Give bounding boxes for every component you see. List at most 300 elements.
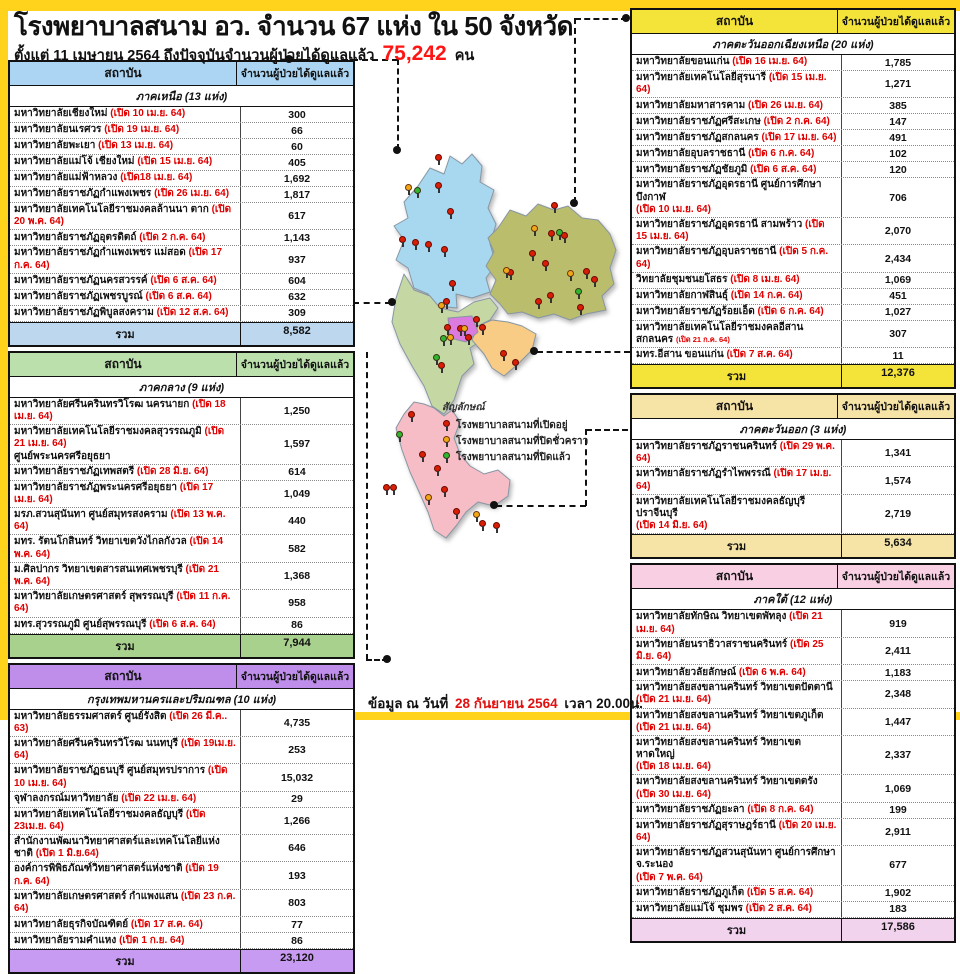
patient-count: 440 bbox=[240, 508, 353, 534]
connector-dot bbox=[490, 501, 498, 509]
red-pin-icon bbox=[590, 276, 599, 288]
table-row bbox=[632, 709, 954, 736]
table-total-row bbox=[632, 918, 954, 941]
institution-name: มหาวิทยาลัยราชภัฏราชนครินทร์ (เปิด 29 พ.ค. 64) bbox=[636, 441, 835, 465]
institution-name: มหาวิทยาลัยราชภัฏศรีสะเกษ (เปิด 2 ก.ค. 64) bbox=[636, 115, 830, 127]
red-pin-icon bbox=[411, 239, 420, 251]
institution-name: มหาวิทยาลัยราชภัฏอุดรธานี ศูนย์การศึกษาบึงกาฬ (เปิด 10 เม.ย. 64) bbox=[632, 178, 841, 217]
patient-count: 614 bbox=[240, 465, 353, 480]
patient-count: 1,069 bbox=[841, 273, 954, 288]
patient-count: 646 bbox=[240, 835, 353, 861]
open-date: (เปิด 7 ส.ค. 64) bbox=[726, 349, 793, 361]
institution-name: ม.ศิลปากร วิทยาเขตสารสนเทศเพชรบุรี (เปิด 21 พ.ค. 64) bbox=[14, 563, 219, 587]
open-date: (เปิด 21 พ.ค. 64) bbox=[14, 563, 219, 587]
institution-name: มหาวิทยาลัยสงขลานครินทร์ วิทยาเขตภูเก็ต (เปิด 21 เม.ย. 64) bbox=[632, 709, 841, 735]
thailand-map-svg bbox=[358, 68, 630, 680]
table-row bbox=[632, 902, 954, 918]
red-pin-icon bbox=[446, 208, 455, 220]
patient-count: 29 bbox=[240, 792, 353, 807]
title-block bbox=[14, 13, 614, 67]
open-date: (เปิด 2 ก.ค. 64) bbox=[139, 231, 206, 243]
patient-count: 2,719 bbox=[841, 495, 954, 534]
open-date: (เปิด 6 พ.ค. 64) bbox=[738, 666, 806, 678]
table-row bbox=[10, 764, 353, 791]
table-row bbox=[10, 306, 353, 322]
table-row bbox=[10, 155, 353, 171]
red-pin-icon bbox=[546, 292, 555, 304]
institution-name: มหาวิทยาลัยราชภัฏกำแพงเพชร (เปิด 26 เม.ย. 64) bbox=[14, 188, 230, 200]
institution-name: มหาวิทยาลัยราชภัฏเพชรบูรณ์ (เปิด 6 ส.ค. 64) bbox=[14, 291, 212, 303]
table-bangkok bbox=[8, 663, 355, 974]
patient-count: 706 bbox=[841, 178, 954, 217]
patient-count: 1,817 bbox=[240, 187, 353, 202]
green-pin-icon bbox=[442, 452, 451, 464]
institution-name: มหาวิทยาลัยมหาสารคาม (เปิด 26 เม.ย. 64) bbox=[636, 99, 823, 111]
institution-name: มทร. รัตนโกสินทร์ วิทยาเขตวังไกลกังวล (เปิด 14 พ.ค. 64) bbox=[14, 536, 224, 560]
patient-count: 102 bbox=[841, 146, 954, 161]
connector-line bbox=[537, 351, 630, 353]
thailand-map bbox=[358, 68, 630, 680]
open-date: (เปิด 20 เม.ย. 64) bbox=[636, 819, 837, 843]
table-row bbox=[10, 203, 353, 230]
patient-count: 309 bbox=[240, 306, 353, 321]
table-row bbox=[10, 590, 353, 617]
table-row bbox=[10, 246, 353, 273]
red-pin-icon bbox=[452, 508, 461, 520]
table-row bbox=[10, 835, 353, 862]
open-date: (เปิด 22 เม.ย. 64) bbox=[121, 793, 197, 805]
connector-dot bbox=[383, 655, 391, 663]
table-row bbox=[632, 681, 954, 708]
open-date: (เปิด 17 เม.ย. 64) bbox=[14, 481, 214, 505]
table-row bbox=[10, 230, 353, 246]
open-date: (เปิด18 เม.ย. 64) bbox=[120, 172, 193, 184]
patient-count: 1,597 bbox=[240, 425, 353, 464]
table-row bbox=[10, 808, 353, 835]
column-header-count: จำนวนผู้ป่วยได้ดูแลแล้ว bbox=[236, 665, 353, 688]
table-row bbox=[632, 218, 954, 245]
open-date: (เปิด 6 ก.ค. 64) bbox=[748, 147, 815, 159]
orange-pin-icon bbox=[530, 225, 539, 237]
institution-name: มหาวิทยาลัยธุรกิจบัณฑิตย์ (เปิด 17 ส.ค. 64) bbox=[14, 918, 203, 930]
region-section-label: ภาคเหนือ (13 แห่ง) bbox=[10, 86, 353, 107]
green-pin-icon bbox=[555, 229, 564, 241]
page-subtitle bbox=[14, 42, 614, 67]
table-central bbox=[8, 351, 355, 659]
table-row bbox=[632, 55, 954, 71]
patient-count: 11 bbox=[841, 348, 954, 363]
open-date: (เปิด 16 เม.ย. 64) bbox=[732, 56, 808, 68]
open-date: (เปิด 5 ส.ค. 64) bbox=[746, 887, 814, 899]
orange-pin-icon bbox=[437, 302, 446, 314]
patient-count: 2,434 bbox=[841, 245, 954, 271]
open-date: (เปิด 11 ก.ค. 64) bbox=[14, 591, 231, 615]
institution-name: มหาวิทยาลัยแม่ฟ้าหลวง (เปิด18 เม.ย. 64) bbox=[14, 172, 193, 184]
open-date: (เปิด 7 พ.ค. 64) bbox=[636, 871, 703, 883]
table-row bbox=[632, 803, 954, 819]
table-row bbox=[632, 71, 954, 98]
institution-name: มหาวิทยาลัยราชภัฏยะลา (เปิด 8 ก.ค. 64) bbox=[636, 804, 814, 816]
patient-count: 2,411 bbox=[841, 638, 954, 664]
institution-name: องค์การพิพิธภัณฑ์วิทยาศาสตร์แห่งชาติ (เปิด 19 ก.ค. 64) bbox=[14, 863, 219, 887]
legend-label: โรงพยาบาลสนามที่ปิดชั่วคราว bbox=[456, 436, 589, 447]
open-date: (เปิด 26 มี.ค.. 63) bbox=[14, 710, 228, 734]
open-date: (เปิด 21 เม.ย. 64) bbox=[636, 721, 711, 733]
red-pin-icon bbox=[418, 451, 427, 463]
institution-name: มหาวิทยาลัยวลัยลักษณ์ (เปิด 6 พ.ค. 64) bbox=[636, 666, 806, 678]
table-row bbox=[10, 890, 353, 917]
open-date: (เปิด 15 เม.ย. 64) bbox=[137, 156, 213, 168]
footer-prefix: ข้อมูล ณ วันที่ bbox=[368, 696, 449, 711]
table-row bbox=[10, 917, 353, 933]
patient-count: 1,183 bbox=[841, 665, 954, 680]
open-date: (เปิด 6 ส.ค. 64) bbox=[149, 618, 216, 630]
open-date: (เปิด 19 ก.ค. 64) bbox=[14, 863, 219, 887]
green-pin-icon bbox=[413, 187, 422, 199]
table-row bbox=[10, 862, 353, 889]
institution-name: มหาวิทยาลัยราชภัฏชัยภูมิ (เปิด 6 ส.ค. 64) bbox=[636, 163, 817, 175]
table-row bbox=[632, 495, 954, 535]
open-date: (เปิด 13 เม.ย. 64) bbox=[98, 140, 174, 152]
patient-count: 937 bbox=[240, 246, 353, 272]
open-date: (เปิด 6 ส.ค. 64) bbox=[145, 291, 212, 303]
table-row bbox=[632, 819, 954, 846]
column-header-institution: สถาบัน bbox=[104, 66, 142, 80]
table-south bbox=[630, 563, 956, 942]
institution-name: มหาวิทยาลัยราชภัฏอุดรธานี สามพร้าว (เปิด 15 เม.ย. 64) bbox=[636, 218, 825, 243]
institution-name: วิทยาลัยชุมชนยโสธร (เปิด 8 เม.ย. 64) bbox=[636, 274, 800, 286]
table-east bbox=[630, 393, 956, 559]
open-date: (เปิด 23 ก.ค. 64) bbox=[14, 890, 236, 914]
open-date: (เปิด 17 เม.ย. 64) bbox=[761, 131, 837, 143]
institution-name: มรภ.สวนสุนันทา ศูนย์สมุทรสงคราม (เปิด 13 พ.ค. 64) bbox=[14, 509, 226, 533]
institution-name: มหาวิทยาลัยเชียงใหม่ (เปิด 10 เม.ย. 64) bbox=[14, 108, 186, 120]
open-date: (เปิด 1 ก.ย. 64) bbox=[119, 934, 185, 946]
institution-name: มหาวิทยาลัยทักษิณ วิทยาเขตพัทลุง (เปิด 21 เม.ย. 64) bbox=[636, 611, 823, 635]
institution-name: มหาวิทยาลัยราชภัฏรำไพพรรณี (เปิด 17 เม.ย. 64) bbox=[636, 468, 832, 492]
table-row bbox=[10, 123, 353, 139]
table-row bbox=[10, 508, 353, 535]
subtitle-suffix: คน bbox=[454, 48, 475, 65]
open-date: (เปิด 8 ก.ค. 64) bbox=[747, 804, 814, 816]
open-date: (เปิด 17 ส.ค. 64) bbox=[130, 918, 203, 930]
institution-name: มหาวิทยาลัยราชภัฏเทพสตรี (เปิด 28 มิ.ย. 64) bbox=[14, 466, 209, 478]
map-legend bbox=[442, 400, 622, 466]
patient-count: 4,735 bbox=[240, 710, 353, 736]
patient-count: 300 bbox=[240, 107, 353, 122]
table-total-row bbox=[10, 949, 353, 972]
open-date: (เปิด 6 ส.ค. 64) bbox=[150, 275, 217, 287]
institution-name: มทร.สุวรรณภูมิ ศูนย์สุพรรณบุรี (เปิด 6 ส.ค. 64) bbox=[14, 618, 216, 630]
total-label: รวม bbox=[115, 328, 135, 341]
region-section-label: กรุงเทพมหานครและปริมณฑล (10 แห่ง) bbox=[10, 689, 353, 710]
institution-name: มหาวิทยาลัยราชภัฏพิบูลสงคราม (เปิด 12 ส.ค. 64) bbox=[14, 307, 229, 319]
column-header-count: จำนวนผู้ป่วยได้ดูแลแล้ว bbox=[837, 10, 954, 33]
institution-name: มหาวิทยาลัยราชภัฏนครสวรรค์ (เปิด 6 ส.ค. 64) bbox=[14, 275, 217, 287]
patient-count: 632 bbox=[240, 290, 353, 305]
patient-count: 253 bbox=[240, 737, 353, 763]
patient-count: 1,271 bbox=[841, 71, 954, 97]
institution-name: มหาวิทยาลัยราชภัฏร้อยเอ็ด (เปิด 6 ก.ค. 64) bbox=[636, 306, 824, 318]
total-value: 12,376 bbox=[841, 365, 954, 387]
open-date: (เปิด 30 เม.ย. 64) bbox=[636, 788, 711, 800]
table-header bbox=[632, 10, 954, 34]
patient-count: 2,337 bbox=[841, 736, 954, 775]
institution-name: มหาวิทยาลัยพะเยา (เปิด 13 เม.ย. 64) bbox=[14, 140, 174, 152]
institution-name: มหาวิทยาลัยราชภัฏอุบลราชธานี (เปิด 5 ก.ค. 64) bbox=[636, 246, 829, 270]
red-pin-icon bbox=[499, 350, 508, 362]
orange-pin-icon bbox=[424, 494, 433, 506]
total-value: 17,586 bbox=[841, 919, 954, 941]
patient-count: 120 bbox=[841, 162, 954, 177]
table-row bbox=[632, 610, 954, 637]
red-pin-icon bbox=[389, 484, 398, 496]
institution-name: มหาวิทยาลัยราชภัฏภูเก็ต (เปิด 5 ส.ค. 64) bbox=[636, 887, 814, 899]
table-row bbox=[632, 178, 954, 218]
institution-name: มหาวิทยาลัยเทคโนโลยีราชมงคลล้านนา ตาก (เปิด 20 พ.ค. 64) bbox=[14, 204, 232, 228]
open-date: (เปิด 19เม.ย. 64) bbox=[14, 737, 236, 762]
patient-count: 405 bbox=[240, 155, 353, 170]
patient-count: 2,348 bbox=[841, 681, 954, 707]
institution-name: มหาวิทยาลัยราชภัฏสวนสุนันทา ศูนย์การศึกษา จ.ระนอง (เปิด 7 พ.ค. 64) bbox=[636, 847, 836, 883]
patient-count: 60 bbox=[240, 139, 353, 154]
table-row bbox=[10, 481, 353, 508]
patient-count: 307 bbox=[841, 321, 954, 347]
table-row bbox=[632, 289, 954, 305]
table-header bbox=[10, 353, 353, 377]
footer-suffix: เวลา 20.00น. bbox=[564, 696, 643, 711]
open-date: (เปิด 19 เม.ย. 64) bbox=[104, 124, 180, 136]
total-label: รวม bbox=[115, 956, 135, 969]
open-date: (เปิด 15 เม.ย. 64) bbox=[636, 218, 825, 243]
table-row bbox=[632, 273, 954, 289]
institution-name: มหาวิทยาลัยราชภัฏสกลนคร (เปิด 17 เม.ย. 64) bbox=[636, 131, 837, 143]
legend-title: สัญลักษณ์ bbox=[442, 402, 485, 413]
table-row bbox=[10, 274, 353, 290]
column-header-count: จำนวนผู้ป่วยได้ดูแลแล้ว bbox=[837, 565, 954, 588]
red-pin-icon bbox=[407, 411, 416, 423]
orange-pin-icon bbox=[442, 436, 451, 448]
subtitle-prefix: ตั้งแต่ 11 เมษายน 2564 ถึงปัจจุบันจำนวนผู้ป่วยได้ดูแลแล้ว bbox=[14, 48, 375, 65]
red-pin-icon bbox=[448, 280, 457, 292]
page-title: โรงพยาบาลสนาม อว. จำนวน 67 แห่ง ใน 50 จังหวัด bbox=[14, 11, 573, 41]
open-date: (เปิด 13 พ.ค. 64) bbox=[14, 509, 226, 533]
table-total-row bbox=[10, 634, 353, 657]
patient-count: 1,785 bbox=[841, 55, 954, 70]
patient-count: 1,692 bbox=[240, 171, 353, 186]
table-row bbox=[632, 98, 954, 114]
table-row bbox=[632, 305, 954, 321]
patient-count: 1,574 bbox=[841, 467, 954, 493]
institution-name: มหาวิทยาลัยรามคำแหง (เปิด 1 ก.ย. 64) bbox=[14, 934, 185, 946]
table-row bbox=[632, 467, 954, 494]
red-pin-icon bbox=[478, 520, 487, 532]
institution-name: มหาวิทยาลัยศรีนครินทรวิโรฒ นนทบุรี (เปิด 19เม.ย. 64) bbox=[14, 737, 236, 762]
institution-name: มหาวิทยาลัยแม่โจ้ ชุมพร (เปิด 2 ส.ค. 64) bbox=[636, 903, 812, 915]
patient-count: 451 bbox=[841, 289, 954, 304]
red-pin-icon bbox=[528, 250, 537, 262]
institution-name: มหาวิทยาลัยเกษตรศาสตร์ สุพรรณบุรี (เปิด 11 ก.ค. 64) bbox=[14, 591, 231, 615]
table-total-row bbox=[10, 322, 353, 345]
patient-count: 86 bbox=[240, 618, 353, 633]
total-value: 7,944 bbox=[240, 635, 353, 657]
open-date: (เปิด 21 เม.ย. 64) bbox=[14, 426, 225, 450]
institution-name: สำนักงานพัฒนาวิทยาศาสตร์และเทคโนโลยีแห่งชาติ (เปิด 1 มิ.ย.64) bbox=[14, 836, 220, 860]
region-section-label: ภาคตะวันออก (3 แห่ง) bbox=[632, 419, 954, 440]
institution-name: มหาวิทยาลัยเทคโนโลยีราชมงคลธัญบุรี ปราจีนบุรี (เปิด 14 มิ.ย. 64) bbox=[632, 495, 841, 534]
open-date: (เปิด 23เม.ย. 64) bbox=[14, 808, 206, 832]
table-row bbox=[632, 146, 954, 162]
legend-label: โรงพยาบาลสนามที่ปิดแล้ว bbox=[456, 452, 571, 463]
connector-dot bbox=[530, 347, 538, 355]
open-date: (เปิด 8 เม.ย. 64) bbox=[730, 274, 800, 286]
footer-date: 28 กันยายน 2564 bbox=[455, 696, 558, 711]
total-value: 8,582 bbox=[240, 323, 353, 345]
patient-count: 1,027 bbox=[841, 305, 954, 320]
column-header-institution: สถาบัน bbox=[104, 356, 142, 371]
open-date: (เปิด 21 ก.ค. 64) bbox=[675, 334, 730, 344]
table-row bbox=[632, 114, 954, 130]
table-row bbox=[632, 665, 954, 681]
left-table-column bbox=[8, 60, 355, 974]
open-date: (เปิด 6 ส.ค. 64) bbox=[750, 163, 817, 175]
open-date: (เปิด 1 มิ.ย.64) bbox=[35, 848, 99, 860]
table-row bbox=[632, 440, 954, 467]
table-total-row bbox=[632, 534, 954, 557]
institution-name: มหาวิทยาลัยเทคโนโลยีราชมงคลอีสาน สกลนคร (เปิด 21 ก.ค. 64) bbox=[636, 321, 804, 345]
table-row bbox=[10, 792, 353, 808]
patient-count: 677 bbox=[841, 846, 954, 885]
column-header-count: จำนวนผู้ป่วยได้ดูแลแล้ว bbox=[236, 62, 353, 85]
patient-count: 1,266 bbox=[240, 808, 353, 834]
institution-name: มหาวิทยาลัยเทคโนโลยีสุรนารี (เปิด 15 เม.ย. 64) bbox=[636, 72, 827, 96]
patient-count: 1,250 bbox=[240, 398, 353, 424]
data-as-of-note bbox=[368, 692, 643, 714]
orange-pin-icon bbox=[460, 325, 469, 337]
connector-line bbox=[366, 352, 368, 660]
table-row bbox=[632, 638, 954, 665]
table-row bbox=[10, 535, 353, 562]
column-header-institution: สถาบัน bbox=[715, 14, 754, 28]
open-date: (เปิด 17 เม.ย. 64) bbox=[636, 468, 832, 492]
open-date: (เปิด 20 พ.ค. 64) bbox=[14, 204, 232, 228]
open-date: (เปิด 29 พ.ค. 64) bbox=[636, 441, 835, 465]
institution-name: มหาวิทยาลัยธรรมศาสตร์ ศูนย์รังสิต (เปิด 26 มี.ค.. 63) bbox=[14, 710, 228, 734]
institution-name: มหาวิทยาลัยนเรศวร (เปิด 19 เม.ย. 64) bbox=[14, 124, 180, 136]
open-date: (เปิด 6 ก.ค. 64) bbox=[757, 306, 824, 318]
patient-count: 958 bbox=[240, 590, 353, 616]
institution-name: มหาวิทยาลัยราชภัฏสุราษฎร์ธานี (เปิด 20 เม.ย. 64) bbox=[636, 819, 837, 843]
green-pin-icon bbox=[439, 335, 448, 347]
table-header bbox=[632, 395, 954, 419]
open-date: (เปิด 21 เม.ย. 64) bbox=[636, 694, 711, 706]
patient-count: 15,032 bbox=[240, 764, 353, 790]
table-row bbox=[10, 563, 353, 590]
legend-item bbox=[442, 450, 622, 465]
region-section-label: ภาคใต้ (12 แห่ง) bbox=[632, 589, 954, 610]
institution-name: มหาวิทยาลัยนราธิวาสราชนครินทร์ (เปิด 25 มิ.ย. 64) bbox=[636, 638, 824, 662]
open-date: (เปิด 10 เม.ย. 64) bbox=[14, 765, 228, 789]
open-date: (เปิด 12 ส.ค. 64) bbox=[156, 307, 229, 319]
orange-pin-icon bbox=[502, 267, 511, 279]
column-header-count: จำนวนผู้ป่วยได้ดูแลแล้ว bbox=[837, 395, 954, 418]
table-row bbox=[10, 187, 353, 203]
green-pin-icon bbox=[432, 354, 441, 366]
table-total-row bbox=[632, 364, 954, 387]
connector-line bbox=[496, 505, 586, 507]
table-row bbox=[632, 348, 954, 364]
open-date: (เปิด 14 มิ.ย. 64) bbox=[636, 520, 708, 532]
connector-dot bbox=[388, 298, 396, 306]
table-row bbox=[10, 139, 353, 155]
open-date: (เปิด 2 ส.ค. 64) bbox=[745, 903, 812, 915]
open-date: (เปิด 26 เม.ย. 64) bbox=[748, 99, 823, 111]
table-row bbox=[632, 886, 954, 902]
patient-count: 77 bbox=[240, 917, 353, 932]
open-date: (เปิด 5 ก.ค. 64) bbox=[636, 246, 829, 270]
region-section-label: ภาคกลาง (9 แห่ง) bbox=[10, 377, 353, 398]
patient-count: 919 bbox=[841, 610, 954, 636]
patient-count: 803 bbox=[240, 890, 353, 916]
institution-name: มหาวิทยาลัยแม่โจ้ เชียงใหม่ (เปิด 15 เม.ย. 64) bbox=[14, 156, 213, 168]
institution-name: มทร.อีสาน ขอนแก่น (เปิด 7 ส.ค. 64) bbox=[636, 349, 793, 361]
patient-count: 385 bbox=[841, 98, 954, 113]
table-row bbox=[10, 933, 353, 949]
left-accent-bar bbox=[0, 0, 8, 720]
orange-pin-icon bbox=[404, 184, 413, 196]
patient-count: 199 bbox=[841, 803, 954, 818]
legend-item bbox=[442, 434, 622, 449]
table-northeast bbox=[630, 8, 956, 389]
patient-count: 582 bbox=[240, 535, 353, 561]
table-header bbox=[10, 665, 353, 689]
table-row bbox=[10, 425, 353, 465]
patient-count: 1,143 bbox=[240, 230, 353, 245]
table-row bbox=[10, 737, 353, 764]
institution-name: มหาวิทยาลัยราชภัฏกำแพงเพชร แม่สอด (เปิด 17 ก.ค. 64) bbox=[14, 247, 223, 271]
table-row bbox=[10, 107, 353, 123]
orange-pin-icon bbox=[566, 270, 575, 282]
red-pin-icon bbox=[434, 182, 443, 194]
red-pin-icon bbox=[534, 298, 543, 310]
patient-count: 147 bbox=[841, 114, 954, 129]
patient-count: 2,070 bbox=[841, 218, 954, 244]
table-row bbox=[10, 710, 353, 737]
institution-name: มหาวิทยาลัยขอนแก่น (เปิด 16 เม.ย. 64) bbox=[636, 56, 808, 68]
patient-count: 2,911 bbox=[841, 819, 954, 845]
institution-name: มหาวิทยาลัยเกษตรศาสตร์ กำแพงแสน (เปิด 23 ก.ค. 64) bbox=[14, 890, 236, 914]
green-pin-icon bbox=[395, 431, 404, 443]
institution-name: มหาวิทยาลัยเทคโนโลยีราชมงคลสุวรรณภูมิ (เปิด 21 เม.ย. 64) ศูนย์พระนครศรีอยุธยา bbox=[14, 426, 225, 462]
total-value: 5,634 bbox=[841, 535, 954, 557]
patient-count: 86 bbox=[240, 933, 353, 948]
table-north bbox=[8, 60, 355, 347]
patient-count: 1,368 bbox=[240, 563, 353, 589]
patient-count: 617 bbox=[240, 203, 353, 229]
open-date: (เปิด 14 พ.ค. 64) bbox=[14, 536, 224, 560]
open-date: (เปิด 26 เม.ย. 64) bbox=[154, 188, 230, 200]
red-pin-icon bbox=[550, 202, 559, 214]
table-row bbox=[632, 321, 954, 348]
total-label: รวม bbox=[726, 924, 747, 937]
patient-count: 1,049 bbox=[240, 481, 353, 507]
red-pin-icon bbox=[434, 154, 443, 166]
column-header-count: จำนวนผู้ป่วยได้ดูแลแล้ว bbox=[236, 353, 353, 376]
table-row bbox=[10, 618, 353, 634]
connector-line bbox=[397, 59, 399, 150]
institution-name: มหาวิทยาลัยกาฬสินธุ์ (เปิด 14 ก.ค. 64) bbox=[636, 290, 803, 302]
connector-dot bbox=[622, 14, 630, 22]
